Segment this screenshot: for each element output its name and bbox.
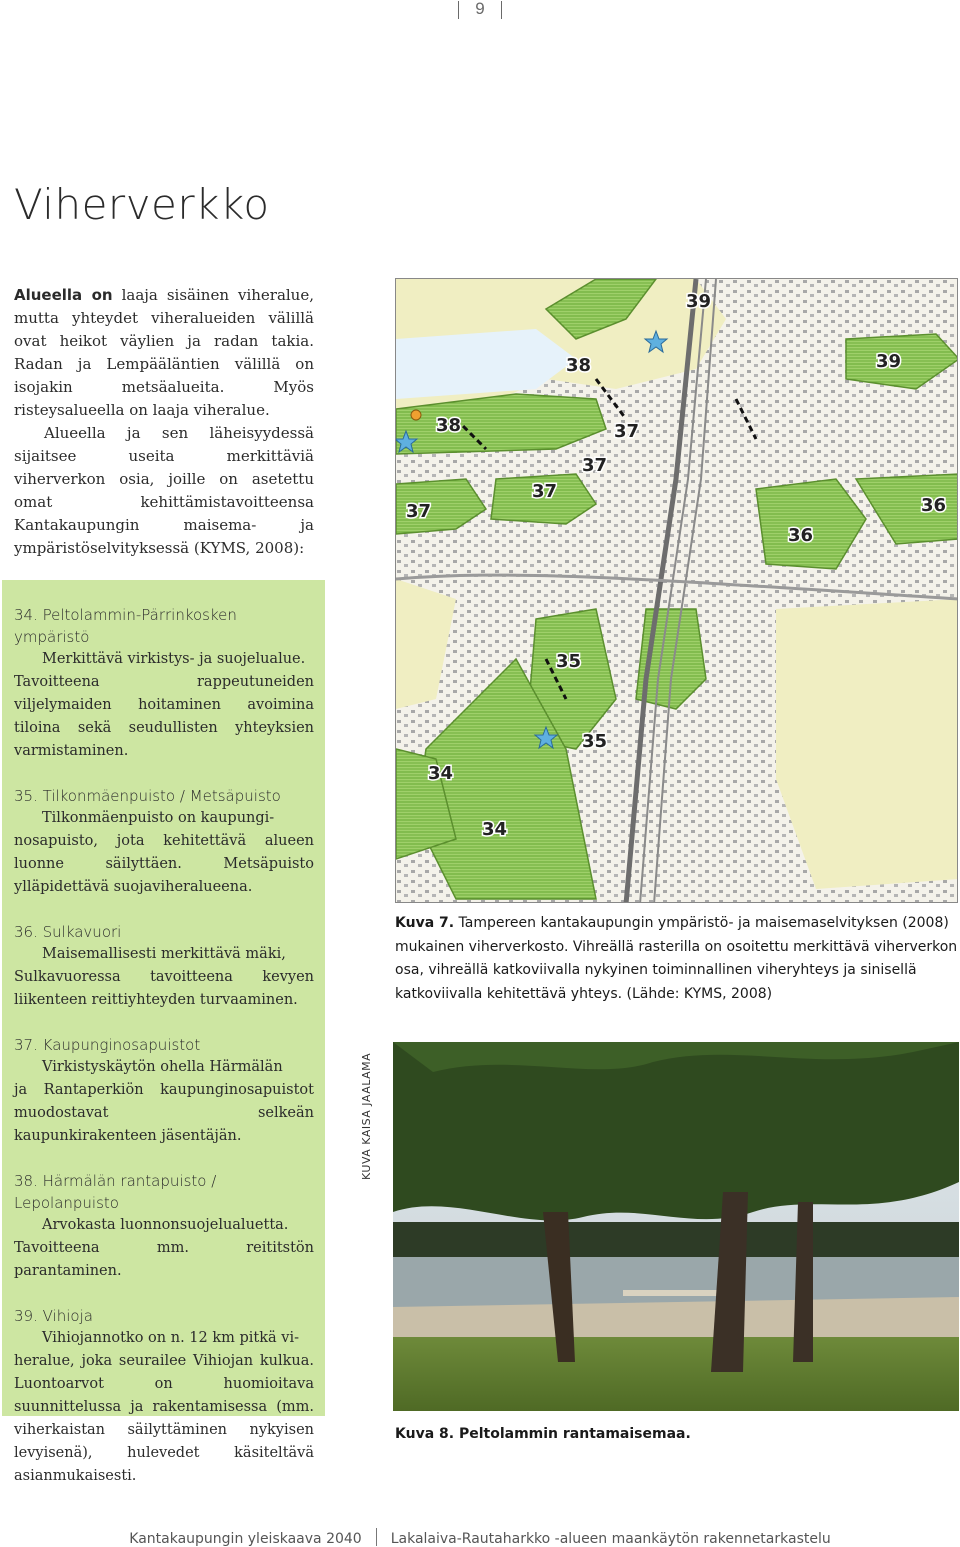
page-number-text: 9 <box>475 0 485 18</box>
map-label: 38 <box>436 415 462 436</box>
park-entry <box>14 785 314 899</box>
entry-title: 39. Vihioja <box>14 1307 93 1325</box>
map-graphic <box>396 279 958 903</box>
photo-graphic <box>393 1042 959 1411</box>
page-number <box>456 0 504 22</box>
entry-text: ja Rantaperkiön kaupunginosapuistot muodostavat selkeän kaupunkirakenteen jäsentäjän. <box>14 1082 314 1144</box>
caption-text: Peltolammin rantamaisemaa. <box>454 1426 691 1442</box>
page-footer <box>0 1528 960 1547</box>
photo-credit-text: KUVA KAISA JAALAMA <box>360 1052 373 1180</box>
park-entry <box>14 1305 314 1488</box>
map-label: 37 <box>582 455 608 476</box>
caption-label: Kuva 7. <box>395 915 455 931</box>
entry-body <box>14 648 314 763</box>
map-label: 34 <box>428 763 454 784</box>
entry-body <box>14 1056 314 1148</box>
intro-p1-text: laaja sisäinen viheralue, mutta yhteydet viheralueiden välillä ovat heikot väylien ja radan takia. Radan ja Lempääläntien välillä on isojakin metsäalueita. Myös risteysalueella on laaja viheralue. <box>14 286 314 419</box>
entry-title: 37. Kaupunginosapuistot <box>14 1036 201 1054</box>
footer-right: Lakalaiva-Rautaharkko -alueen maankäytön rakennetarkastelu <box>390 1531 831 1547</box>
park-entry <box>14 1170 314 1283</box>
caption-text: Tampereen kantakaupungin ympäristö- ja maisemaselvityksen (2008) mukainen viherverkosto. Vihreällä rasterilla on osoitettu merkittävä viherverkon osa, vihreällä katkoviivalla nykyinen toiminnallinen viheryhteys ja sinisellä katkoviivalla kehitettävä yhteys. (Lähde: KYMS, 2008) <box>395 915 958 1002</box>
intro-text <box>14 284 314 560</box>
entry-first-line: Vihiojannotko on n. 12 km pitkä vi- <box>42 1330 300 1346</box>
entry-title: 38. Härmälän rantapuisto / Lepolanpuisto <box>14 1172 217 1212</box>
entry-text: Sulkavuoressa tavoitteena kevyen liikenteen reittiyhteyden turvaaminen. <box>14 969 314 1008</box>
entry-body <box>14 1327 314 1488</box>
park-entry <box>14 604 314 763</box>
map-label: 36 <box>788 525 814 546</box>
entry-first-line: Maisemallisesti merkittävä mäki, <box>42 946 286 962</box>
map-label: 39 <box>686 291 712 312</box>
page-number-divider <box>458 1 459 19</box>
map-label: 39 <box>876 351 902 372</box>
entry-text: nosapuisto, jota kehitettävä alueen luonne säilyttäen. Metsäpuisto ylläpidettävä suojaviheralueena. <box>14 833 314 895</box>
lake-shore-photo <box>393 1042 959 1411</box>
figure-7-caption <box>395 912 958 1006</box>
entry-first-line: Virkistyskäytön ohella Härmälän <box>42 1059 283 1075</box>
footer-left: Kantakaupungin yleiskaava 2040 <box>129 1531 362 1547</box>
entry-text: Tavoitteena mm. reititstön parantaminen. <box>14 1240 314 1279</box>
footer-divider <box>376 1528 377 1546</box>
map-label: 35 <box>556 651 582 672</box>
far-shore-trees <box>393 1222 959 1262</box>
intro-lead: Alueella on <box>14 286 113 304</box>
entry-body <box>14 943 314 1012</box>
map-label: 37 <box>406 501 432 522</box>
entry-text: heralue, joka seurailee Vihiojan kulkua. Luontoarvot on huomioitava suunnittelussa ja rakentamisessa (mm. viherkaistan säilyttäminen nykyisen levyisenä), hulevedet käsiteltävä asianmukaisesti. <box>14 1353 314 1484</box>
tree-canopy <box>393 1042 959 1220</box>
entry-title: 35. Tilkonmäenpuisto / Metsäpuisto <box>14 787 281 805</box>
intro-paragraph-1 <box>14 284 314 422</box>
green-network-map <box>395 278 958 903</box>
entry-title: 34. Peltolammin-Pärrinkosken ympäristö <box>14 606 237 646</box>
entry-body <box>14 807 314 899</box>
entry-body <box>14 1214 314 1283</box>
caption-label: Kuva 8. <box>395 1426 455 1442</box>
entry-first-line: Tilkonmäenpuisto on kaupungi- <box>42 810 275 826</box>
page-number-divider <box>501 1 502 19</box>
park-entry <box>14 1034 314 1148</box>
entry-title: 36. Sulkavuori <box>14 923 122 941</box>
page-title: Viherverkko <box>14 180 270 229</box>
intro-paragraph-2: Alueella ja sen läheisyydessä sijaitsee useita merkittäviä viherverkon osia, joille on asetettu omat kehittämistavoitteensa Kantakaupungin maisema- ja ympäristöselvityksessä (KYMS, 2008): <box>14 424 314 557</box>
entry-text: Tavoitteena rappeutuneiden viljelymaiden hoitaminen avoimina tiloina sekä seudullisten yhteyksien varmistaminen. <box>14 674 314 759</box>
park-entries-list <box>14 604 314 1510</box>
point-marker <box>411 410 421 420</box>
map-label: 36 <box>921 495 947 516</box>
map-label: 34 <box>482 819 508 840</box>
park-entry <box>14 921 314 1012</box>
map-label: 38 <box>566 355 592 376</box>
entry-first-line: Arvokasta luonnonsuojelualuetta. <box>42 1217 289 1233</box>
forest-area <box>776 599 958 889</box>
grass <box>393 1337 959 1411</box>
map-label: 37 <box>532 481 558 502</box>
map-label: 37 <box>614 421 640 442</box>
figure-8-caption <box>395 1423 958 1447</box>
map-label: 35 <box>582 731 608 752</box>
entry-first-line: Merkittävä virkistys- ja suojelualue. <box>42 651 306 667</box>
